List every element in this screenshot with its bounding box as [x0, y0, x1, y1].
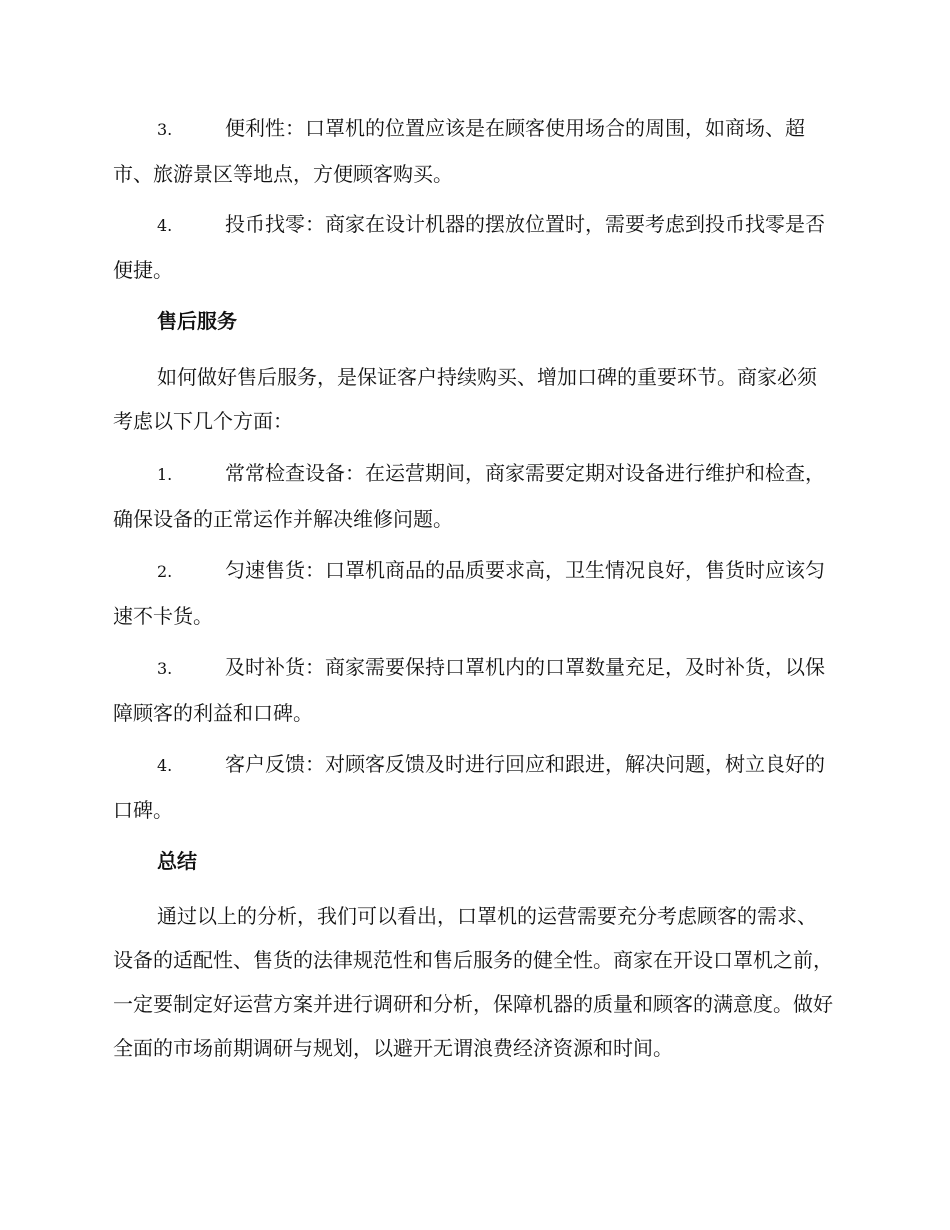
list-text: 投币找零：商家在设计机器的摆放位置时，需要考虑到投币找零是否便捷。	[113, 212, 825, 282]
list-item-restock	[113, 645, 833, 735]
list-item-steady-sales	[113, 548, 833, 638]
list-text: 及时补货：商家需要保持口罩机内的口罩数量充足，及时补货，以保障顾客的利益和口碑。	[113, 655, 825, 725]
section-heading-after-sales: 售后服务	[157, 309, 237, 333]
after-sales-intro: 如何做好售后服务，是保证客户持续购买、增加口碑的重要环节。商家必须考虑以下几个方面：	[113, 365, 817, 433]
list-item-coin-change	[113, 202, 833, 292]
list-item-convenience	[113, 106, 833, 196]
list-text: 匀速售货：口罩机商品的品质要求高，卫生情况良好，售货时应该匀速不卡货。	[113, 558, 825, 628]
list-text: 常常检查设备：在运营期间，商家需要定期对设备进行维护和检查，确保设备的正常运作并解决维修问题。	[113, 461, 825, 531]
list-number: 4.	[157, 216, 173, 235]
list-number: 3.	[157, 659, 173, 678]
section-heading-summary: 总结	[157, 849, 197, 873]
list-number: 2.	[157, 562, 173, 581]
list-number: 1.	[157, 465, 173, 484]
list-item-customer-feedback	[113, 742, 833, 832]
list-number: 3.	[157, 120, 173, 139]
list-item-equipment-check	[113, 451, 833, 541]
list-text: 客户反馈：对顾客反馈及时进行回应和跟进，解决问题，树立良好的口碑。	[113, 752, 825, 822]
list-number: 4.	[157, 756, 173, 775]
summary-body: 通过以上的分析，我们可以看出，口罩机的运营需要充分考虑顾客的需求、设备的适配性、售货的法律规范性和售后服务的健全性。商家在开设口罩机之前，一定要制定好运营方案并进行调研和分析，保障机器的质量和顾客的满意度。做好全面的市场前期调研与规划，以避开无谓浪费经济资源和时间。	[113, 904, 833, 1060]
list-text: 便利性：口罩机的位置应该是在顾客使用场合的周围，如商场、超市、旅游景区等地点，方便顾客购买。	[113, 116, 805, 186]
